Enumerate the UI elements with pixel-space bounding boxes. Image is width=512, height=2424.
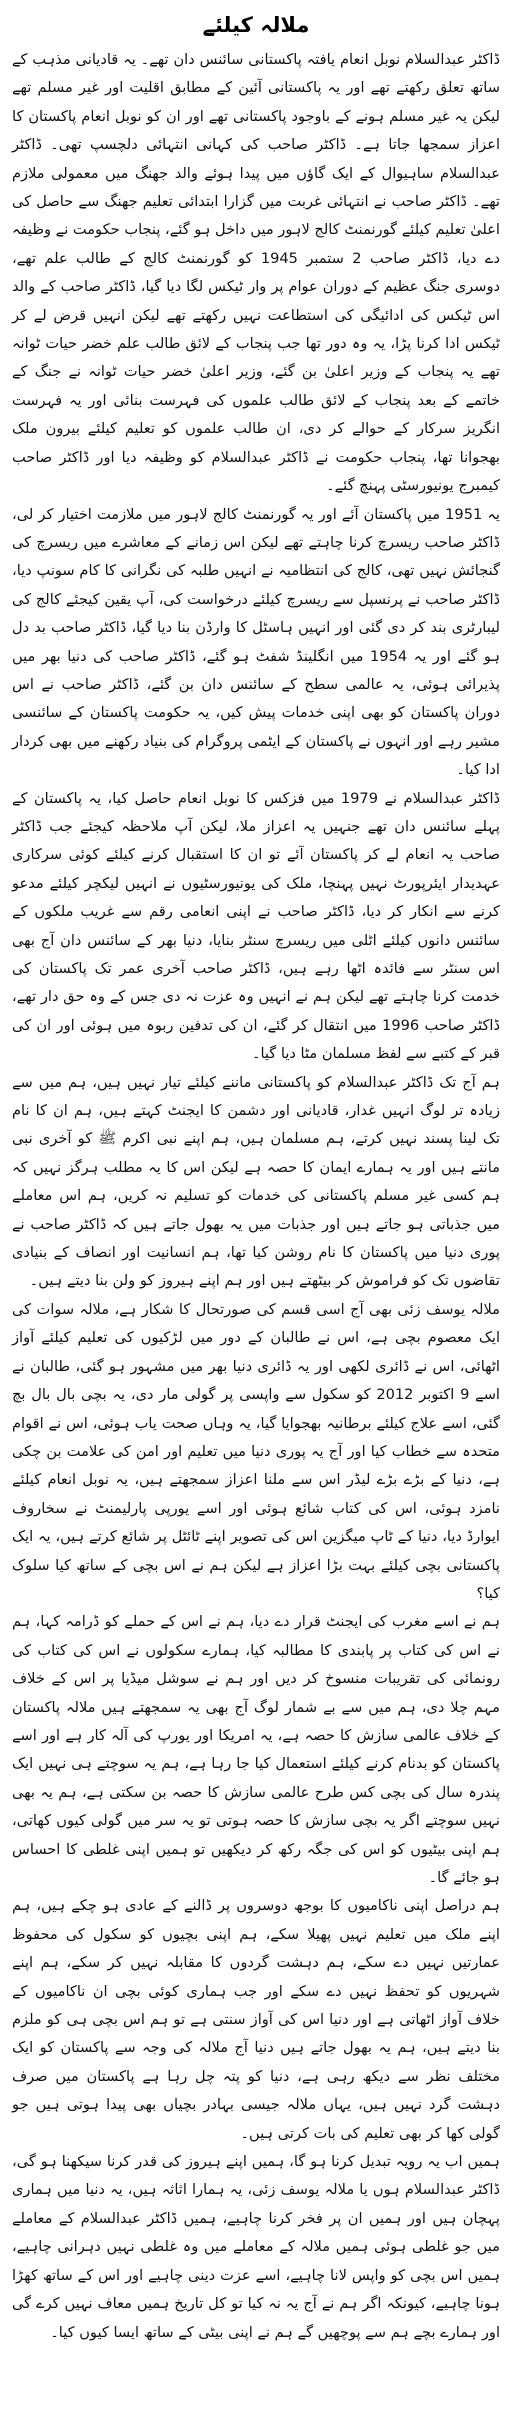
- paragraph: ملالہ یوسف زئی بھی آج اسی قسم کی صورتحال کا شکار ہے، ملالہ سوات کی ایک معصوم بچی ہے، اس نے طالبان کے دور میں لڑکیوں کی تعلیم کیلئے آواز اٹھائی، اس نے ڈائری لکھی اور یہ ڈائری دنیا بھر میں مشہور ہو گئی، طالبان نے اسے 9 اکتوبر 2012 کو سکول سے واپسی پر گولی مار دی، یہ بچی بال بال بچ گئی، اسے علاج کیلئے برطانیہ بھجوایا گیا، یہ وہاں صحت یاب ہوئی، اس نے اقوام متحدہ سے خطاب کیا اور آج یہ پوری دنیا میں تعلیم اور امن کی علامت بن چکی ہے، دنیا کے بڑے بڑے لیڈر اس سے ملنا اعزاز سمجھتے ہیں، یہ نوبل انعام کیلئے نامزد ہوئی، اس کی کتاب شائع ہوئی اور اسے یورپی پارلیمنٹ نے سخاروف ایوارڈ دیا، دنیا کے ٹاپ میگزین اس کی تصویر اپنے ٹائٹل پر شائع کرتے ہیں، یہ ایک پاکستانی بچی کیلئے بہت بڑا اعزاز ہے لیکن ہم نے اس بچی کے ساتھ کیا سلوک کیا؟: [12, 1300, 500, 1602]
- paragraph: ہم آج تک ڈاکٹر عبدالسلام کو پاکستانی ماننے کیلئے تیار نہیں ہیں، ہم میں سے زیادہ تر لوگ انہیں غدار، قادیانی اور دشمن کا ایجنٹ کہتے ہیں، ہم ان کا نام تک لینا پسند نہیں کرتے، ہم مسلمان ہیں، ہم اپنے نبی اکرم ﷺ کو آخری نبی مانتے ہیں اور یہ ہمارے ایمان کا حصہ ہے لیکن اس کا یہ مطلب ہرگز نہیں کہ ہم کسی غیر مسلم پاکستانی کی خدمات کو تسلیم نہ کریں، ہم اس معاملے میں جذباتی ہو جاتے ہیں اور جذبات میں یہ بھول جاتے ہیں کہ ڈاکٹر صاحب نے پوری دنیا میں پاکستان کا نام روشن کیا تھا، ہم انسانیت اور انصاف کے بنیادی تقاضوں تک کو فراموش کر بیٹھتے ہیں اور ہم اپنے ہیروز کو ولن بنا دیتے ہیں۔: [12, 1073, 500, 1290]
- column-body: [12, 46, 500, 2347]
- paragraph: ڈاکٹر عبدالسلام نے 1979 میں فزکس کا نوبل انعام حاصل کیا، یہ پاکستان کے پہلے سائنس دان تھے جنہیں یہ اعزاز ملا، لیکن آپ ملاحظہ کیجئے جب ڈاکٹر صاحب یہ انعام لے کر پاکستان آئے تو ان کا استقبال کرنے کیلئے کوئی سرکاری عہدیدار ایئرپورٹ نہیں پہنچا، ملک کی یونیورسٹیوں نے انہیں لیکچر کیلئے مدعو کرنے سے انکار کر دیا، ڈاکٹر صاحب نے اپنی انعامی رقم سے غریب ملکوں کے سائنس دانوں کیلئے اٹلی میں ریسرچ سنٹر بنایا، دنیا بھر کے سائنس دان آج بھی اس سنٹر سے فائدہ اٹھا رہے ہیں، ڈاکٹر صاحب آخری عمر تک پاکستان کی خدمت کرنا چاہتے تھے لیکن ہم نے انہیں وہ عزت نہ دی جس کے وہ حق دار تھے، ڈاکٹر صاحب 1996 میں انتقال کر گئے، ان کی تدفین ربوہ میں ہوئی اور ان کی قبر کے کتبے سے لفظ مسلمان مٹا دیا گیا۔: [12, 789, 500, 1063]
- paragraph: ہم نے اسے مغرب کی ایجنٹ قرار دے دیا، ہم نے اس کے حملے کو ڈرامہ کہا، ہم نے اس کی کتاب پر پابندی کا مطالبہ کیا، ہمارے سکولوں نے اس کی کتاب کی رونمائی کی تقریبات منسوخ کر دیں اور ہم نے سوشل میڈیا پر اس کے خلاف مہم چلا دی، ہم میں سے بے شمار لوگ آج بھی یہ سمجھتے ہیں ملالہ پاکستان کے خلاف عالمی سازش کا حصہ ہے، یہ امریکا اور یورپ کی آلہ کار ہے اور اسے پاکستان کو بدنام کرنے کیلئے استعمال کیا جا رہا ہے، ہم یہ سوچتے ہی نہیں ایک پندرہ سال کی بچی کس طرح عالمی سازش کا حصہ بن سکتی ہے، ہم یہ بھی نہیں سوچتے اگر یہ بچی سازش کا حصہ ہوتی تو یہ سر میں گولی کیوں کھاتی، ہم اپنی بیٹیوں کو اس کی جگہ رکھ کر دیکھیں تو ہمیں اپنی غلطی کا احساس ہو جائے گا۔: [12, 1613, 500, 1886]
- paragraph: ہم دراصل اپنی ناکامیوں کا بوجھ دوسروں پر ڈالنے کے عادی ہو چکے ہیں، ہم اپنے ملک میں تعلیم نہیں پھیلا سکے، ہم اپنی بچیوں کو سکول کی محفوظ عمارتیں نہیں دے سکے، ہم دہشت گردوں کا مقابلہ نہیں کر سکے، ہم اپنے شہریوں کو تحفظ نہیں دے سکے اور جب ہماری کوئی بچی ان ناکامیوں کے خلاف آواز اٹھاتی ہے اور دنیا اس کی آواز سنتی ہے تو ہم اس بچی ہی کو ملزم بنا دیتے ہیں، ہم یہ بھول جاتے ہیں دنیا آج ملالہ کی وجہ سے پاکستان کو ایک مختلف نظر سے دیکھ رہی ہے، دنیا کو پتہ چل رہا ہے پاکستان میں صرف دہشت گرد نہیں ہیں، یہاں ملالہ جیسی بہادر بچیاں بھی پیدا ہوتی ہیں جو گولی کھا کر بھی تعلیم کی بات کرتی ہیں۔: [12, 1897, 500, 2142]
- paragraph: ہمیں اب یہ رویہ تبدیل کرنا ہو گا، ہمیں اپنے ہیروز کی قدر کرنا سیکھنا ہو گی، ڈاکٹر عبدالسلام ہوں یا ملالہ یوسف زئی، یہ ہمارا اثاثہ ہیں، یہ دنیا میں ہماری پہچان ہیں اور ہمیں ان پر فخر کرنا چاہیے، ہمیں ڈاکٹر عبدالسلام کے معاملے میں جو غلطی ہوئی ہمیں ملالہ کے معاملے میں وہ غلطی نہیں دہرانی چاہیے، ہمیں اس بچی کو واپس لانا چاہیے، اسے عزت دینی چاہیے اور اس کے ساتھ کھڑا ہونا چاہیے، کیونکہ اگر ہم نے آج یہ نہ کیا تو کل تاریخ ہمیں معاف نہیں کرے گی اور ہمارے بچے ہم سے پوچھیں گے ہم نے اپنی بیٹی کے ساتھ ایسا کیوں کیا۔: [12, 2153, 500, 2341]
- column-title: ملالہ کیلئے: [202, 13, 310, 37]
- paragraph: یہ 1951 میں پاکستان آئے اور یہ گورنمنٹ کالج لاہور میں ملازمت اختیار کر لی، ڈاکٹر صاحب ریسرچ کرنا چاہتے تھے لیکن اس زمانے کے معاشرے میں ریسرچ کی گنجائش نہیں تھی، کالج کی انتظامیہ نے انہیں طلبہ کی نگرانی کا کام سونپ دیا، ڈاکٹر صاحب نے پرنسپل سے ریسرچ کیلئے درخواست کی، آپ یقین کیجئے کالج کی لیبارٹری بند کر دی گئی اور انہیں ہاسٹل کا وارڈن بنا دیا گیا، ڈاکٹر صاحب بد دل ہو گئے اور یہ 1954 میں انگلینڈ شفٹ ہو گئے، ڈاکٹر صاحب کی دنیا بھر میں پذیرائی ہوئی، یہ عالمی سطح کے سائنس دان بن گئے، ڈاکٹر صاحب نے اس دوران پاکستان کو بھی اپنی خدمات پیش کیں، یہ حکومت پاکستان کے سائنسی مشیر رہے اور انہوں نے پاکستان کے ایٹمی پروگرام کی بنیاد رکھنے میں بھی کردار ادا کیا۔: [12, 505, 500, 779]
- paragraph: ڈاکٹر عبدالسلام نوبل انعام یافتہ پاکستانی سائنس دان تھے۔ یہ قادیانی مذہب کے ساتھ تعلق رکھتے تھے اور یہ پاکستانی آئین کے مطابق اقلیت اور غیر مسلم تھے لیکن یہ غیر مسلم ہونے کے باوجود پاکستانی تھے اور ان کو نوبل انعام پاکستان کا اعزاز سمجھا جاتا ہے۔ ڈاکٹر صاحب کی کہانی انتہائی دلچسپ تھی۔ ڈاکٹر عبدالسلام ساہیوال کے ایک گاؤں میں پیدا ہوئے والد جھنگ میں معمولی ملازم تھے۔ ڈاکٹر صاحب نے انتہائی غربت میں گزارا ابتدائی تعلیم جھنگ سے حاصل کی اعلیٰ تعلیم کیلئے گورنمنٹ کالج لاہور میں داخل ہو گئے، پنجاب حکومت نے وظیفہ دے دیا، ڈاکٹر صاحب 2 ستمبر 1945 کو گورنمنٹ کالج کے طالب علم تھے، دوسری جنگ عظیم کے دوران عوام پر وار ٹیکس لگا دیا گیا، ڈاکٹر صاحب کے والد اس ٹیکس کی ادائیگی کی استطاعت نہیں رکھتے تھے لیکن انہیں قرض لے کر ٹیکس ادا کرنا پڑا، یہ وہ دور تھا جب پنجاب کے لائق طالب علم خضر حیات ٹوانہ تھے یہ پنجاب کے وزیر اعلیٰ بن گئے، وزیر اعلیٰ خضر حیات ٹوانہ نے جنگ کے خاتمے کے بعد پنجاب کے لائق طالب علموں کی فہرست بنائی اور یہ فہرست انگریز سرکار کے حوالے کر دی، ان طالب علموں کو تعلیم کیلئے بیرون ملک بھجوانا تھا، پنجاب حکومت نے ڈاکٹر عبدالسلام کو وظیفہ دیا اور ڈاکٹر صاحب کیمبرج یونیورسٹی پہنچ گئے۔: [12, 51, 500, 495]
